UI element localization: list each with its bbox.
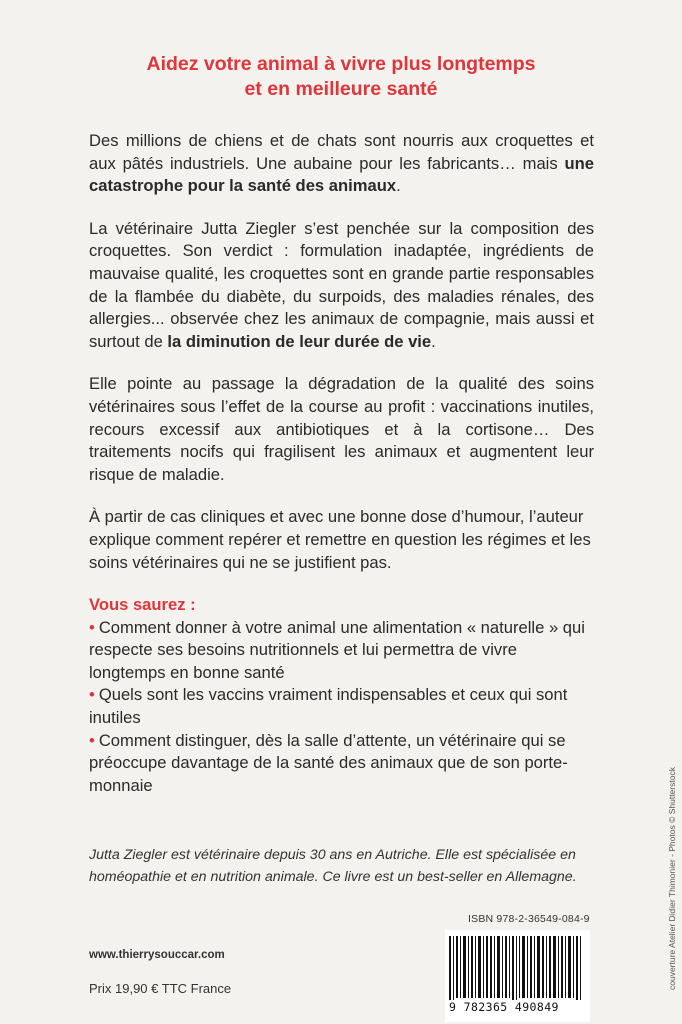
blurb-body [89, 130, 594, 797]
paragraph-4-text: À partir de cas cliniques et avec une bonne dose d’humour, l’auteur explique comment repérer et remettre en question les régimes et les soins vétérinaires qui ne se justifient pas. [89, 507, 591, 572]
list-item-text: Comment distinguer, dès la salle d’attente, un vétérinaire qui se préoccupe davantage de la santé des animaux que de son porte-monnaie [89, 730, 568, 795]
barcode-digits: 9 782365 490849 [449, 1000, 589, 1014]
paragraph-3 [89, 373, 594, 486]
list-item-text: Comment donner à votre animal une alimentation « naturelle » qui respecte ses besoins nutritionnels et lui permettra de vivre longtemps en bonne santé [89, 617, 585, 682]
publisher-website[interactable]: www.thierrysouccar.com [89, 949, 225, 961]
paragraph-1-text: Des millions de chiens et de chats sont nourris aux croquettes et aux pâtés industriels. Une aubaine pour les fabricants… mais [89, 131, 594, 173]
book-headline [0, 52, 682, 102]
price-label: Prix 19,90 € TTC France [89, 981, 232, 996]
vous-saurez-list [89, 617, 594, 798]
list-item [89, 617, 594, 685]
paragraph-1-emphasis: une catastrophe pour la santé des animaux [89, 153, 594, 196]
paragraph-3-text: Elle pointe au passage la dégradation de la qualité des soins vétérinaires sous l’effet de la course au profit : vaccinations inutiles, recours excessif aux antibiotiques et à la cortisone… Des traitements nocifs qui fragilisent les animaux et augmentent leur risque de maladie. [89, 374, 594, 484]
paragraph-2-emphasis: la diminution de leur durée de vie [167, 331, 432, 351]
paragraph-2-text: La vétérinaire Jutta Ziegler s’est penchée sur la composition des croquettes. Son verdict : formulation inadaptée, ingrédients de mauvaise qualité, les croquettes sont en grande partie responsables de la flambée du diabète, du surpoids, des maladies rénales, des allergies... observée chez les animaux de compagnie, mais aussi et surtout de [89, 218, 594, 351]
list-item [89, 684, 594, 729]
paragraph-2 [89, 218, 594, 354]
bullet-icon: • [89, 685, 95, 705]
bullet-icon: • [89, 730, 95, 750]
paragraph-4 [89, 506, 594, 574]
vous-saurez-heading: Vous saurez : [89, 595, 196, 615]
cover-credit: couverture Atelier Didier Thimonier - Photos © Shutterstock [667, 767, 677, 990]
author-note: Jutta Ziegler est vétérinaire depuis 30 ans en Autriche. Elle est spécialisée en homéopathie et en nutrition animale. Ce livre est un best-seller en Allemagne. [89, 847, 577, 885]
paragraph-1 [89, 130, 594, 198]
headline-line-2: et en meilleure santé [244, 78, 438, 100]
list-item-text: Quels sont les vaccins vraiment indispensables et ceux qui sont inutiles [89, 685, 568, 728]
paragraph-2-end: . [431, 331, 436, 351]
isbn-label: ISBN 978-2-36549-084-9 [468, 913, 590, 925]
list-item [89, 730, 594, 798]
bullet-icon: • [89, 617, 95, 637]
headline-line-1: Aidez votre animal à vivre plus longtemps [146, 53, 536, 75]
paragraph-1-end: . [396, 176, 401, 196]
